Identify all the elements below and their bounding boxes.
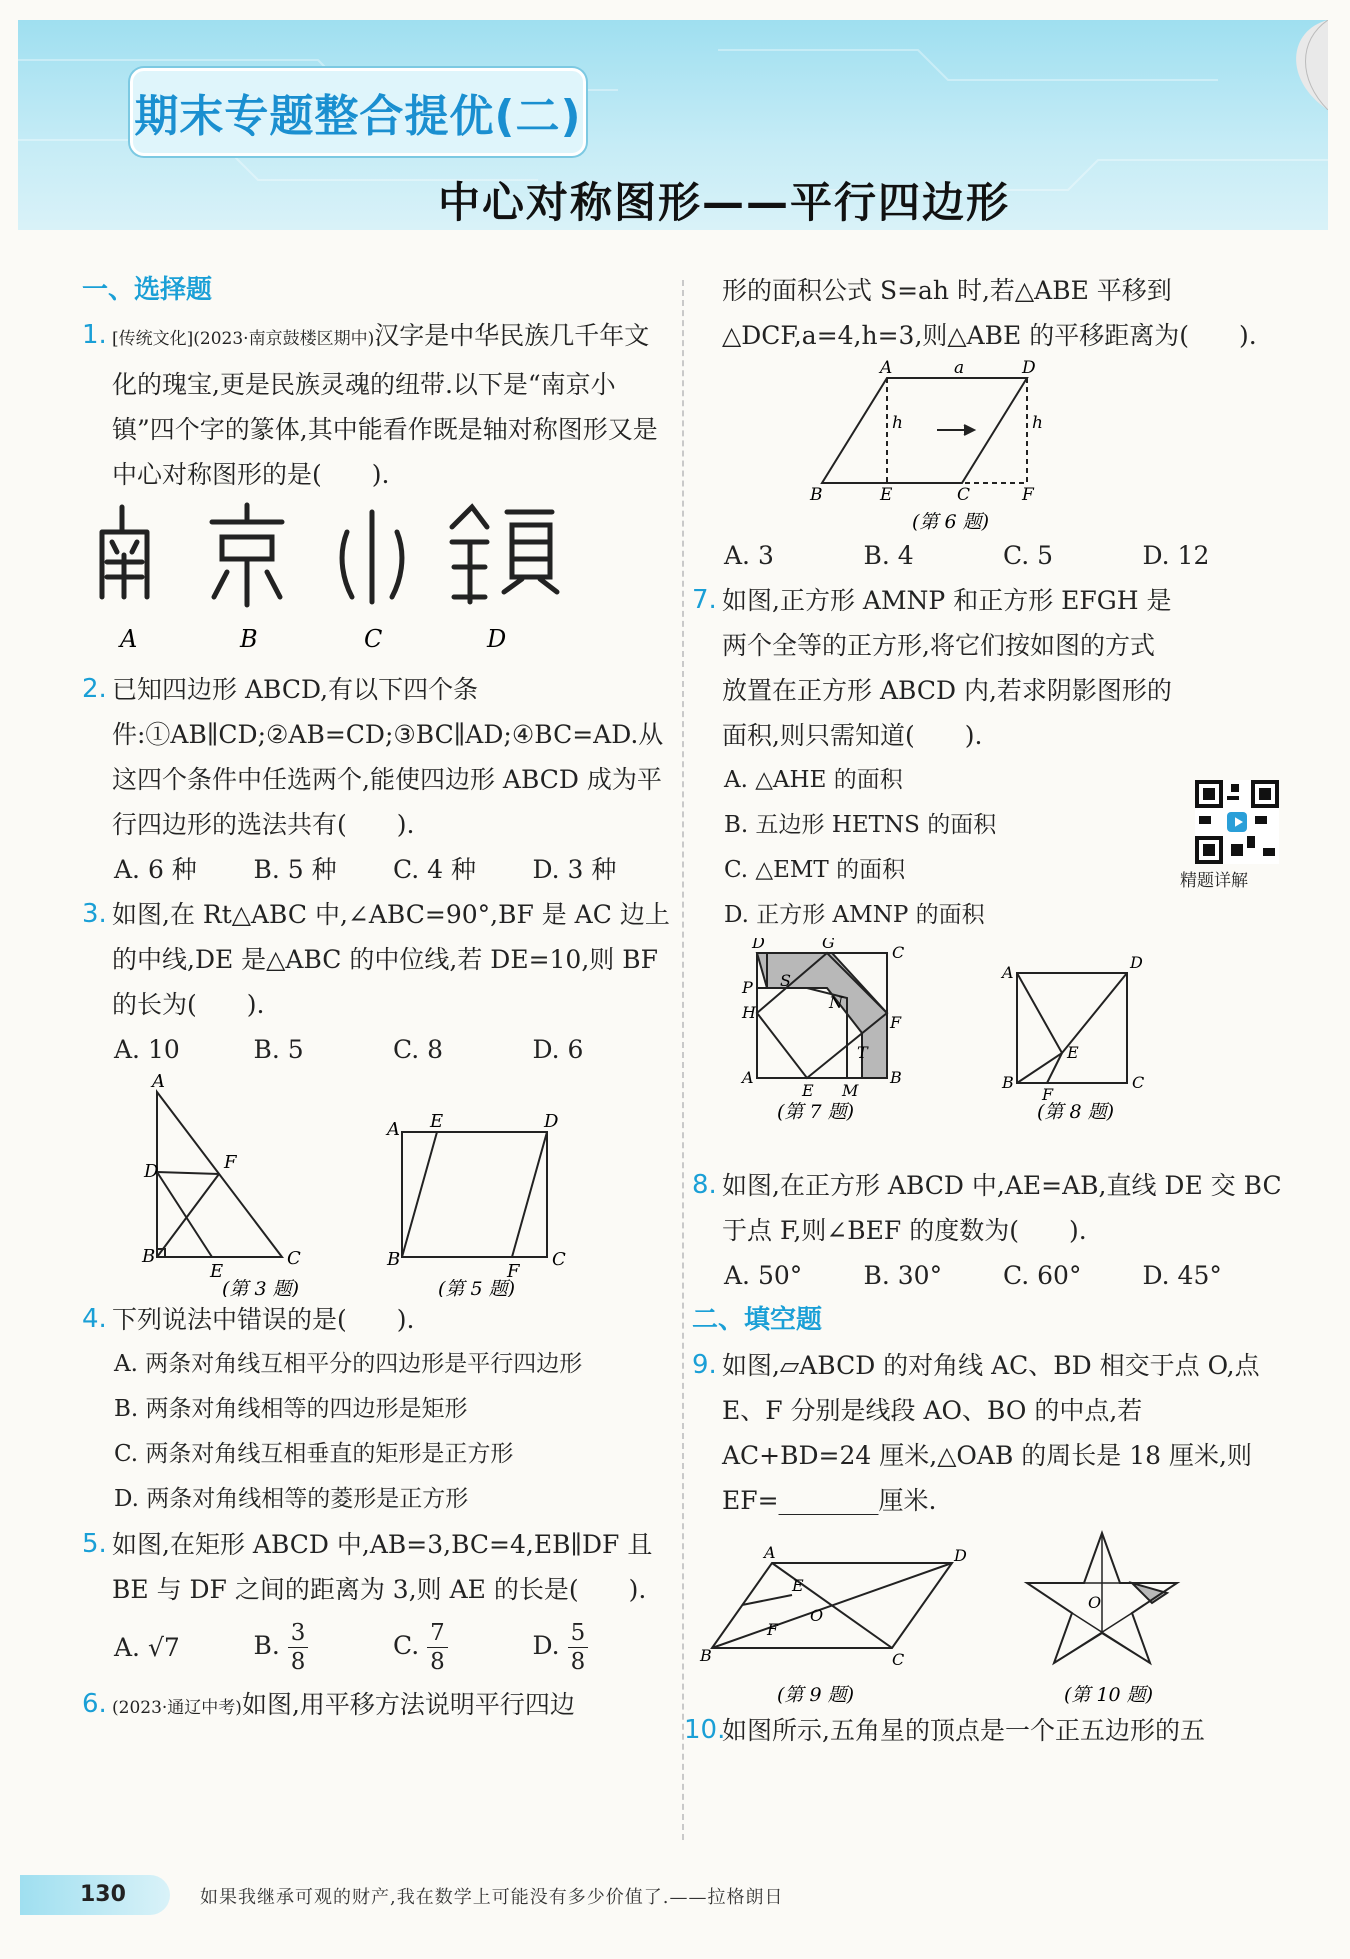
question-3 bbox=[82, 892, 672, 1027]
option-c: C. 5 bbox=[1003, 541, 1054, 570]
svg-text:A: A bbox=[1002, 963, 1014, 982]
option-b: B. 5 种 bbox=[253, 855, 337, 884]
option-d: D. 两条对角线相等的菱形是正方形 bbox=[114, 1486, 469, 1512]
svg-text:A: A bbox=[152, 1072, 165, 1092]
question-number: 4. bbox=[82, 1304, 107, 1334]
svg-text:A: A bbox=[742, 1068, 754, 1087]
question-6 bbox=[82, 1682, 672, 1731]
svg-text:C: C bbox=[552, 1249, 566, 1270]
seal-char-d bbox=[452, 507, 557, 602]
svg-text:O: O bbox=[810, 1606, 824, 1625]
svg-text:C: C bbox=[1132, 1073, 1145, 1092]
header-banner bbox=[18, 20, 1328, 230]
option-a: A. △AHE 的面积 bbox=[724, 767, 903, 793]
svg-text:D: D bbox=[544, 1111, 559, 1132]
question-number: 6. bbox=[82, 1689, 107, 1719]
question-number: 3. bbox=[82, 899, 107, 929]
figures-q9-q10 bbox=[692, 1523, 1282, 1708]
question-text: 如图,▱ABCD 的对角线 AC、BD 相交于点 O,点 E、F 分别是线段 AO、BO 的中点,若 AC+BD=24 厘米,△OAB 的周长是 18 厘米,则 EF=________厘米. bbox=[722, 1351, 1260, 1515]
question-text: 汉字是中华民族几千年文化的瑰宝,更是民族灵魂的纽带.以下是“南京小镇”四个字的篆体,其中能看作既是轴对称图形又是中心对称图形的是( ). bbox=[112, 321, 658, 489]
question-4 bbox=[82, 1297, 672, 1342]
svg-text:D: D bbox=[1022, 358, 1036, 378]
option-a: A. 50° bbox=[724, 1261, 803, 1290]
option-label-b: B bbox=[240, 625, 258, 653]
question-number: 8. bbox=[692, 1170, 717, 1200]
qr-code-icon[interactable] bbox=[1195, 780, 1279, 864]
options-q3 bbox=[82, 1027, 672, 1072]
option-a: A. 3 bbox=[724, 541, 774, 570]
question-text: 下列说法中错误的是( ). bbox=[112, 1305, 415, 1334]
svg-text:D: D bbox=[1130, 953, 1143, 972]
question-text: 如图,在正方形 ABCD 中,AE=AB,直线 DE 交 BC 于点 F,则∠BEF 的度数为( ). bbox=[722, 1171, 1282, 1245]
figure-q3-triangle bbox=[82, 1072, 672, 1297]
svg-text:B: B bbox=[142, 1246, 156, 1267]
svg-text:D: D bbox=[752, 938, 765, 952]
option-label-a: A bbox=[120, 625, 138, 653]
question-number: 10. bbox=[684, 1715, 726, 1745]
svg-text:B: B bbox=[387, 1249, 401, 1270]
option-label-d: D bbox=[487, 625, 507, 653]
question-number: 1. bbox=[82, 320, 107, 350]
options-q7 bbox=[692, 758, 1282, 938]
svg-text:D: D bbox=[954, 1546, 967, 1565]
svg-text:O: O bbox=[1088, 1593, 1102, 1612]
section-heading-fill: 二、填空题 bbox=[692, 1305, 823, 1335]
figure-caption-q3: (第 3 题) bbox=[222, 1278, 299, 1297]
svg-text:E: E bbox=[210, 1261, 224, 1282]
figures-q3-q5 bbox=[82, 1072, 672, 1297]
svg-text:B: B bbox=[700, 1646, 712, 1665]
option-a: A. 10 bbox=[114, 1035, 180, 1064]
svg-text:F: F bbox=[767, 1620, 779, 1639]
question-number: 2. bbox=[82, 674, 107, 704]
figure-caption-q8: (第 8 题) bbox=[1037, 1101, 1114, 1123]
option-b: B. 4 bbox=[863, 541, 914, 570]
seal-char-b bbox=[212, 505, 282, 605]
option-c: C. △EMT 的面积 bbox=[724, 857, 906, 883]
svg-text:a: a bbox=[954, 358, 965, 378]
svg-text:F: F bbox=[224, 1152, 237, 1173]
question-text: 如图,正方形 AMNP 和正方形 EFGH 是两个全等的正方形,将它们按如图的方式放置在正方形 ABCD 内,若求阴影图形的面积,则只需知道( ). bbox=[722, 586, 1172, 750]
question-6-continued: 形的面积公式 S=ah 时,若△ABE 平移到△DCF,a=4,h=3,则△ABE 的平移距离为( ). bbox=[722, 276, 1257, 350]
svg-text:h: h bbox=[1032, 413, 1043, 433]
figure-caption-q6: (第 6 题) bbox=[912, 511, 989, 533]
svg-text:B: B bbox=[1002, 1073, 1014, 1092]
option-d: D. 正方形 AMNP 的面积 bbox=[724, 902, 985, 928]
options-q2 bbox=[82, 847, 672, 892]
question-5 bbox=[82, 1522, 672, 1612]
svg-text:M: M bbox=[842, 1081, 859, 1100]
question-10 bbox=[684, 1708, 1282, 1753]
svg-text:P: P bbox=[742, 978, 753, 997]
svg-text:E: E bbox=[880, 485, 893, 505]
option-d: D. 12 bbox=[1142, 541, 1210, 570]
option-c: C. 两条对角线互相垂直的矩形是正方形 bbox=[114, 1441, 514, 1467]
svg-text:A: A bbox=[880, 358, 893, 378]
question-1 bbox=[82, 313, 672, 497]
option-c: C. 4 种 bbox=[393, 855, 476, 884]
option-d: D. 45° bbox=[1142, 1261, 1222, 1290]
question-text: 如图所示,五角星的顶点是一个正五边形的五 bbox=[722, 1716, 1205, 1745]
column-divider bbox=[682, 280, 684, 1840]
page-footer bbox=[20, 1865, 1330, 1925]
option-c: C. 8 bbox=[393, 1035, 444, 1064]
footer-quote: 如果我继承可观的财产,我在数学上可能没有多少价值了.——拉格朗日 bbox=[200, 1887, 784, 1908]
question-text: 如图,用平移方法说明平行四边 bbox=[241, 1690, 575, 1719]
svg-text:A: A bbox=[387, 1119, 400, 1140]
svg-text:H: H bbox=[742, 1003, 756, 1022]
figure-q6 bbox=[692, 358, 1282, 533]
figure-caption-q10: (第 10 题) bbox=[1064, 1684, 1154, 1706]
question-2 bbox=[82, 667, 672, 847]
right-column bbox=[684, 268, 1282, 1753]
question-7 bbox=[692, 578, 1282, 758]
figure-caption-q5: (第 5 题) bbox=[438, 1278, 515, 1297]
svg-text:E: E bbox=[430, 1111, 444, 1132]
svg-text:A: A bbox=[764, 1543, 776, 1562]
svg-text:T: T bbox=[857, 1043, 868, 1062]
figures-q7-q8 bbox=[692, 938, 1282, 1163]
svg-text:S: S bbox=[780, 971, 791, 990]
option-d: D. 6 bbox=[532, 1035, 584, 1064]
option-d: D. $\frac{5}{8}$ bbox=[533, 1619, 673, 1676]
left-column bbox=[82, 268, 672, 1731]
question-9 bbox=[692, 1343, 1282, 1523]
option-b: B. 30° bbox=[863, 1261, 943, 1290]
figure-q1-characters bbox=[82, 497, 672, 667]
page-title: 中心对称图形——平行四边形 bbox=[438, 178, 1011, 227]
options-q4 bbox=[82, 1342, 672, 1522]
option-c: C. $\frac{7}{8}$ bbox=[393, 1619, 533, 1676]
question-number: 9. bbox=[692, 1350, 717, 1380]
svg-text:F: F bbox=[1042, 1085, 1054, 1104]
svg-text:D: D bbox=[144, 1161, 159, 1182]
qr-caption: 精题详解 bbox=[1180, 871, 1248, 891]
svg-text:F: F bbox=[890, 1013, 902, 1032]
question-source: [传统文化](2023·南京鼓楼区期中) bbox=[112, 329, 375, 349]
options-q6 bbox=[692, 533, 1282, 578]
svg-text:E: E bbox=[802, 1081, 814, 1100]
svg-text:E: E bbox=[1067, 1043, 1079, 1062]
option-a: A. 6 种 bbox=[114, 855, 197, 884]
svg-text:B: B bbox=[810, 485, 823, 505]
svg-text:G: G bbox=[822, 938, 835, 952]
question-text: 如图,在矩形 ABCD 中,AB=3,BC=4,EB∥DF 且 BE 与 DF 之间的距离为 3,则 AE 的长是( ). bbox=[112, 1530, 653, 1604]
svg-text:C: C bbox=[892, 943, 905, 962]
question-source: (2023·通辽中考) bbox=[112, 1698, 242, 1718]
option-b: B. $\frac{3}{8}$ bbox=[254, 1619, 394, 1676]
svg-text:F: F bbox=[1022, 485, 1034, 505]
section-heading-choice: 一、选择题 bbox=[82, 275, 213, 305]
options-q8 bbox=[692, 1253, 1282, 1298]
question-number: 5. bbox=[82, 1529, 107, 1559]
svg-text:h: h bbox=[892, 413, 903, 433]
svg-text:E: E bbox=[792, 1576, 804, 1595]
option-b: B. 5 bbox=[253, 1035, 304, 1064]
options-q5 bbox=[82, 1612, 672, 1682]
question-8 bbox=[692, 1163, 1282, 1253]
option-b: B. 五边形 HETNS 的面积 bbox=[724, 812, 997, 838]
question-text: 如图,在 Rt△ABC 中,∠ABC=90°,BF 是 AC 边上的中线,DE 是△ABC 的中位线,若 DE=10,则 BF 的长为( ). bbox=[112, 900, 670, 1019]
page-curl-icon bbox=[1268, 20, 1328, 110]
svg-text:C: C bbox=[287, 1248, 301, 1269]
question-number: 7. bbox=[692, 585, 717, 615]
option-a: A. √7 bbox=[114, 1632, 180, 1662]
svg-text:N: N bbox=[829, 993, 843, 1012]
option-label-c: C bbox=[364, 625, 383, 653]
option-c: C. 60° bbox=[1003, 1261, 1082, 1290]
seal-char-a bbox=[102, 507, 147, 597]
question-text: 已知四边形 ABCD,有以下四个条件:①AB∥CD;②AB=CD;③BC∥AD;④BC=AD.从这四个条件中任选两个,能使四边形 ABCD 成为平行四边形的选法共有( ). bbox=[112, 675, 664, 839]
seal-characters bbox=[82, 497, 672, 667]
figure-caption-q7: (第 7 题) bbox=[777, 1101, 854, 1123]
svg-text:C: C bbox=[892, 1650, 905, 1669]
chapter-tag: 期末专题整合提优(二) bbox=[130, 68, 586, 156]
option-a: A. 两条对角线互相平分的四边形是平行四边形 bbox=[114, 1351, 583, 1377]
svg-text:C: C bbox=[957, 485, 971, 505]
page-number: 130 bbox=[20, 1875, 170, 1915]
option-d: D. 3 种 bbox=[532, 855, 617, 884]
svg-text:F: F bbox=[507, 1261, 520, 1282]
svg-text:B: B bbox=[890, 1068, 902, 1087]
option-b: B. 两条对角线相等的四边形是矩形 bbox=[114, 1396, 468, 1422]
figure-caption-q9: (第 9 题) bbox=[777, 1684, 854, 1706]
seal-char-c bbox=[342, 512, 402, 602]
